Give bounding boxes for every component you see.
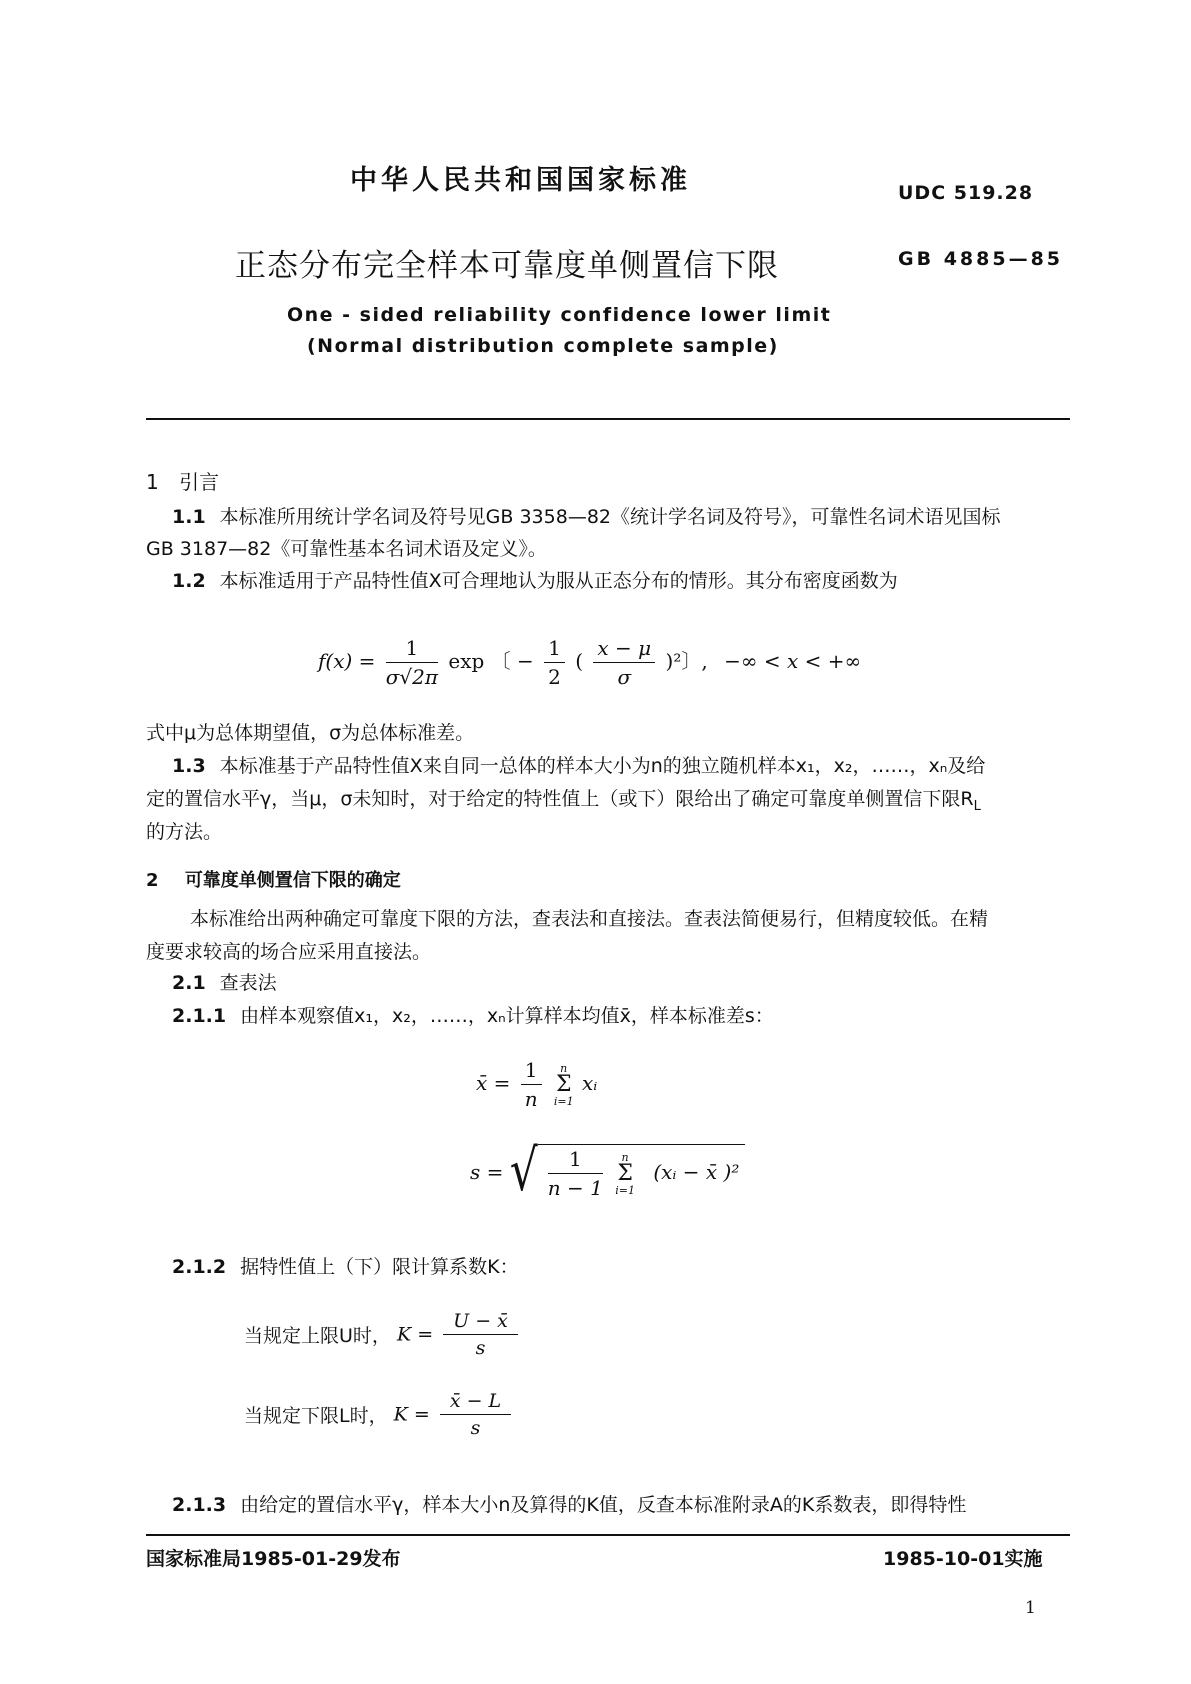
para-2-1-3-number: 2.1.3	[172, 1494, 227, 1516]
sd-radicand	[538, 1144, 746, 1200]
density-frac-coef-den: σ√2π	[385, 665, 439, 689]
para-2-1-1-text: 由样本观察值x₁，x₂，……，xₙ计算样本均值x̄，样本标准差s：	[240, 1005, 774, 1027]
para-1-3-subscript: L	[973, 798, 981, 814]
para-2-1-1	[172, 1001, 774, 1028]
k-lower-lhs: K =	[393, 1403, 430, 1426]
density-frac-coef	[386, 636, 438, 689]
k-lower-num: x̄ − L	[440, 1390, 511, 1415]
page-number: 1	[1025, 1598, 1036, 1618]
mean-sum	[554, 1062, 574, 1108]
para-2-1-3-text: 由给定的置信水平γ，样本大小n及算得的K值，反查本标准附录A的K系数表，即得特性	[240, 1494, 967, 1516]
sqrt-sign: √	[509, 1138, 538, 1205]
para-1-2-number: 1.2	[172, 570, 206, 592]
sd-formula	[470, 1138, 745, 1205]
mean-frac-den: n	[524, 1087, 538, 1111]
sd-sum-bottom: i=1	[615, 1183, 635, 1197]
sd-frac-num: 1	[548, 1147, 603, 1174]
sd-frac	[548, 1147, 603, 1200]
para-1-3-line1	[172, 751, 985, 778]
mean-sum-bottom: i=1	[553, 1094, 574, 1108]
para-1-1-number: 1.1	[172, 506, 206, 528]
footer-divider	[146, 1534, 1070, 1536]
density-frac-half-num: 1	[544, 636, 565, 663]
density-note: 式中μ为总体期望值，σ为总体标准差。	[146, 722, 475, 744]
para-2-1-2-text: 据特性值上（下）限计算系数K：	[240, 1256, 519, 1278]
k-lower-frac	[440, 1390, 511, 1439]
subsection-2-1-title: 查表法	[219, 972, 277, 994]
section-2-title: 可靠度单侧置信下限的确定	[184, 870, 401, 891]
para-1-2-text: 本标准适用于产品特性值X可合理地认为服从正态分布的情形。其分布密度函数为	[219, 570, 898, 592]
para-1-3-line2-text: 定的置信水平γ，当μ，σ未知时，对于给定的特性值上（或下）限给出了确定可靠度单侧置信下限R	[146, 788, 974, 810]
sd-sum	[615, 1151, 635, 1197]
density-open-bracket: 〔 −	[490, 649, 534, 673]
k-upper-frac	[443, 1310, 518, 1359]
issue-date: 国家标准局1985-01-29发布	[146, 1548, 401, 1570]
para-2-1-2	[172, 1252, 519, 1279]
english-title-line1: One - sided reliability confidence lower limit	[287, 304, 832, 326]
k-upper-den: s	[475, 1337, 486, 1359]
section-2-intro-line1: 本标准给出两种确定可靠度下限的方法，查表法和直接法。查表法简便易行，但精度较低。在精	[190, 908, 989, 930]
density-exp: exp	[448, 649, 485, 673]
sd-frac-den: n − 1	[547, 1176, 603, 1200]
para-1-3-line3: 的方法。	[146, 821, 223, 843]
para-1-3-text: 本标准基于产品特性值X来自同一总体的样本大小为n的独立随机样本x₁，x₂，……，xₙ及给	[219, 755, 986, 777]
subsection-2-1-number: 2.1	[172, 972, 206, 994]
para-1-1-line1	[172, 502, 1001, 529]
mean-term: xᵢ	[581, 1071, 598, 1095]
section-2-intro-line2: 度要求较高的场合应采用直接法。	[146, 941, 432, 963]
para-1-3-number: 1.3	[172, 755, 206, 777]
sd-sum-top: n	[621, 1150, 629, 1164]
standard-label: 中华人民共和国国家标准	[350, 165, 691, 196]
density-close-bracket: )²〕,	[665, 649, 708, 673]
sd-sum-sign: Σ	[617, 1160, 633, 1186]
para-2-1-1-number: 2.1.1	[172, 1005, 227, 1027]
density-frac-z-num: x − μ	[593, 636, 655, 663]
standard-code: GB 4885—85	[898, 248, 1064, 270]
para-2-1-2-number: 2.1.2	[172, 1256, 227, 1278]
density-formula: f(x) = $\frac{1}{\sigma√2\pi}$ exp 〔 − $\frac{1}{2}$ ( $\frac{x - \mu}{\sigma}$ )²〕, −∞ < x < +∞	[318, 636, 862, 689]
density-frac-half	[544, 636, 565, 689]
mean-frac	[521, 1058, 542, 1111]
section-1-title: 引言	[179, 470, 220, 494]
udc-code: UDC 519.28	[898, 182, 1034, 204]
mean-sum-sign: Σ	[555, 1071, 572, 1097]
density-range: −∞ < x < +∞	[724, 649, 862, 673]
para-1-3-line2	[146, 784, 981, 814]
section-2-number: 2	[146, 870, 159, 891]
mean-frac-num: 1	[521, 1058, 542, 1085]
section-1-heading	[146, 466, 219, 495]
english-title-line2: (Normal distribution complete sample)	[307, 335, 779, 357]
density-frac-half-den: 2	[548, 665, 561, 689]
density-frac-coef-num: 1	[386, 636, 438, 663]
mean-sum-top: n	[560, 1061, 568, 1075]
header-divider	[146, 418, 1070, 420]
para-1-1-line2: GB 3187—82《可靠性基本名词术语及定义》。	[146, 538, 547, 560]
density-frac-z	[593, 636, 655, 689]
sd-term: (xᵢ − x̄ )²	[653, 1160, 740, 1184]
mean-formula	[476, 1058, 597, 1111]
k-lower-label: 当规定下限L时，	[244, 1405, 388, 1427]
sd-lhs: s =	[470, 1160, 504, 1184]
density-frac-z-den: σ	[617, 665, 632, 689]
k-upper-formula	[244, 1310, 522, 1359]
para-1-2	[172, 566, 898, 593]
section-2-heading	[146, 866, 401, 892]
k-upper-lhs: K =	[396, 1323, 434, 1346]
subsection-2-1	[172, 968, 277, 995]
k-upper-num: U − x̄	[443, 1310, 518, 1335]
document-title: 正态分布完全样本可靠度单侧置信下限	[235, 248, 779, 284]
density-lhs: f(x) =	[318, 649, 376, 673]
para-2-1-3	[172, 1490, 966, 1517]
mean-lhs: x̄ =	[476, 1071, 511, 1095]
k-lower-den: s	[470, 1417, 481, 1439]
k-upper-label: 当规定上限U时，	[244, 1325, 391, 1347]
section-1-number: 1	[146, 470, 159, 494]
effective-date: 1985-10-01实施	[883, 1548, 1043, 1570]
para-1-1-text: 本标准所用统计学名词及符号见GB 3358—82《统计学名词及符号》，可靠性名词术语见国标	[219, 506, 1001, 528]
k-lower-formula	[244, 1390, 515, 1439]
